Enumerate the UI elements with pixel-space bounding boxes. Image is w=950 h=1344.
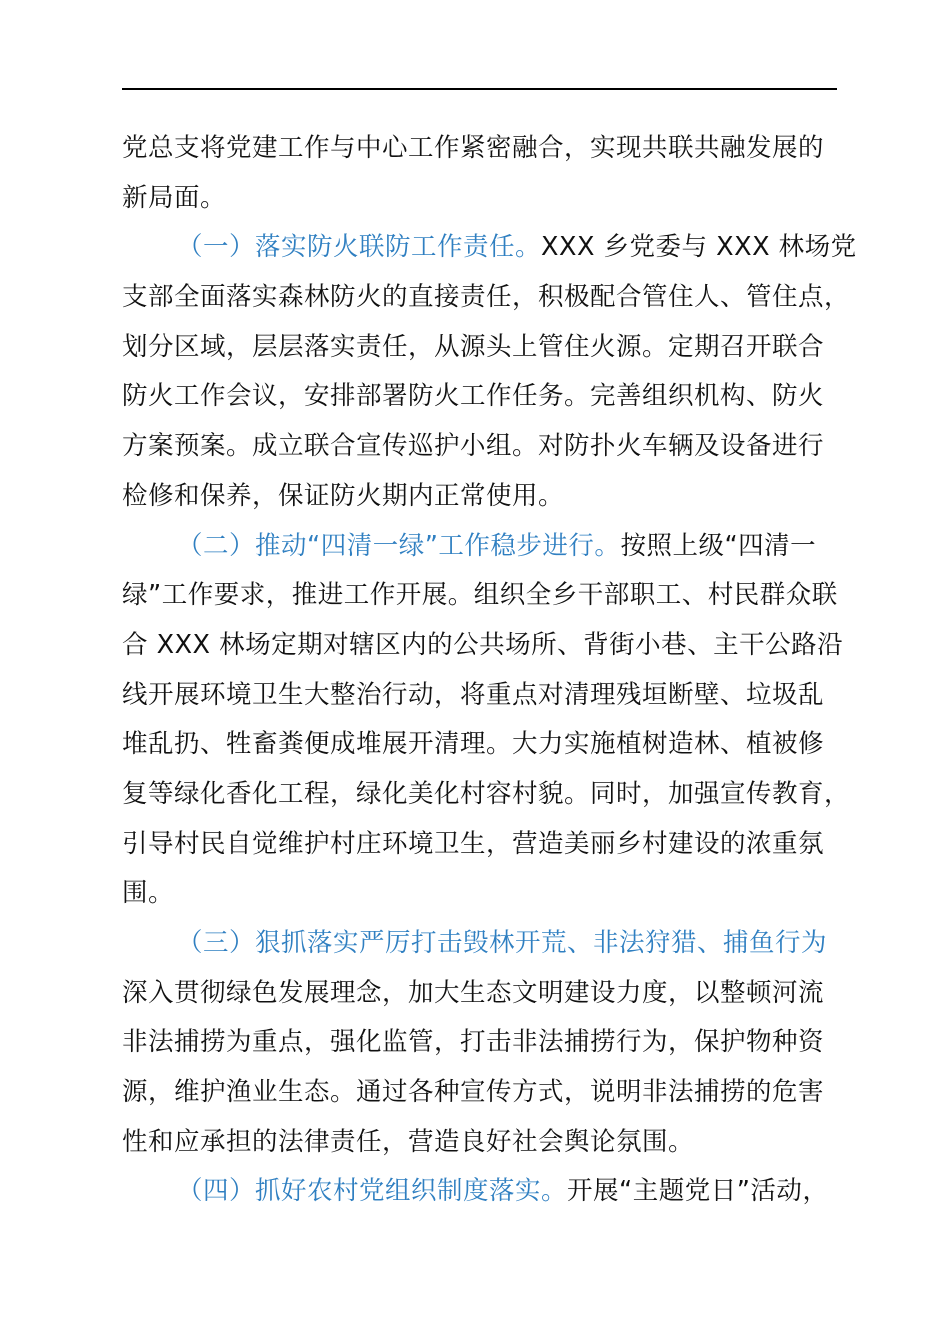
text-line: 堆乱扔、牲畜粪便成堆展开清理。大力实施植树造林、植被修 — [122, 729, 825, 760]
text-line: 方案预案。成立联合宣传巡护小组。对防扑火车辆及设备进行 — [122, 431, 825, 462]
section-heading: （一）落实防火联防工作责任。 — [177, 232, 542, 263]
text-line: 党总支将党建工作与中心工作紧密融合，实现共联共融发展的 — [122, 133, 825, 163]
document-body — [122, 124, 857, 1217]
text-line: 围。 — [122, 878, 175, 909]
section-heading: （三）狠抓落实严厉打击毁林开荒、非法狩猎、捕鱼行为 — [177, 928, 828, 958]
text-line: 划分区域，层层落实责任，从源头上管住火源。定期召开联合 — [122, 331, 825, 362]
text-line: 线开展环境卫生大整治行动，将重点对清理残垣断壁、垃圾乱 — [122, 679, 825, 710]
text-run: 开展“主题党日”活动， — [567, 1176, 829, 1207]
text-line: 支部全面落实森林防火的直接责任，积极配合管住人、管住点， — [122, 282, 851, 313]
text-line: 复等绿化香化工程，绿化美化村容村貌。同时，加强宣传教育， — [122, 778, 851, 809]
text-line: 源，维护渔业生态。通过各种宣传方式，说明非法捕捞的危害 — [122, 1077, 825, 1108]
paragraph-first-line — [122, 1167, 837, 1217]
section-heading: （四）抓好农村党组织制度落实。 — [177, 1176, 568, 1207]
paragraph — [122, 522, 851, 920]
text-run: 按照上级“四清一 — [620, 530, 817, 561]
text-line: 绿”工作要求，推进工作开展。组织全乡干部职工、村民群众联 — [122, 580, 838, 611]
paragraph — [122, 124, 837, 223]
paragraph-first-line — [122, 522, 837, 572]
text-line: 防火工作会议，安排部署防火工作任务。完善组织机构、防火 — [122, 381, 825, 412]
text-line: 深入贯彻绿色发展理念，加大生态文明建设力度，以整顿河流 — [122, 977, 825, 1008]
paragraph-first-line — [122, 919, 837, 969]
text-line: 引导村民自觉维护村庄环境卫生，营造美丽乡村建设的浓重氛 — [122, 828, 825, 859]
paragraph — [122, 1167, 837, 1217]
text-line: 新局面。 — [122, 182, 227, 213]
text-run: XXX 乡党委与 XXX 林场党 — [541, 232, 857, 263]
text-line: 合 XXX 林场定期对辖区内的公共场所、背街小巷、主干公路沿 — [122, 629, 844, 660]
text-line: 检修和保养，保证防火期内正常使用。 — [122, 480, 565, 511]
paragraph — [122, 919, 837, 1167]
paragraph — [122, 223, 857, 521]
section-heading: （二）推动“四清一绿”工作稳步进行。 — [177, 530, 621, 561]
text-line: 非法捕捞为重点，强化监管，打击非法捕捞行为，保护物种资 — [122, 1027, 825, 1058]
text-line: 性和应承担的法律责任，营造良好社会舆论氛围。 — [122, 1126, 695, 1157]
header-rule — [122, 88, 837, 90]
paragraph-first-line — [122, 223, 857, 273]
